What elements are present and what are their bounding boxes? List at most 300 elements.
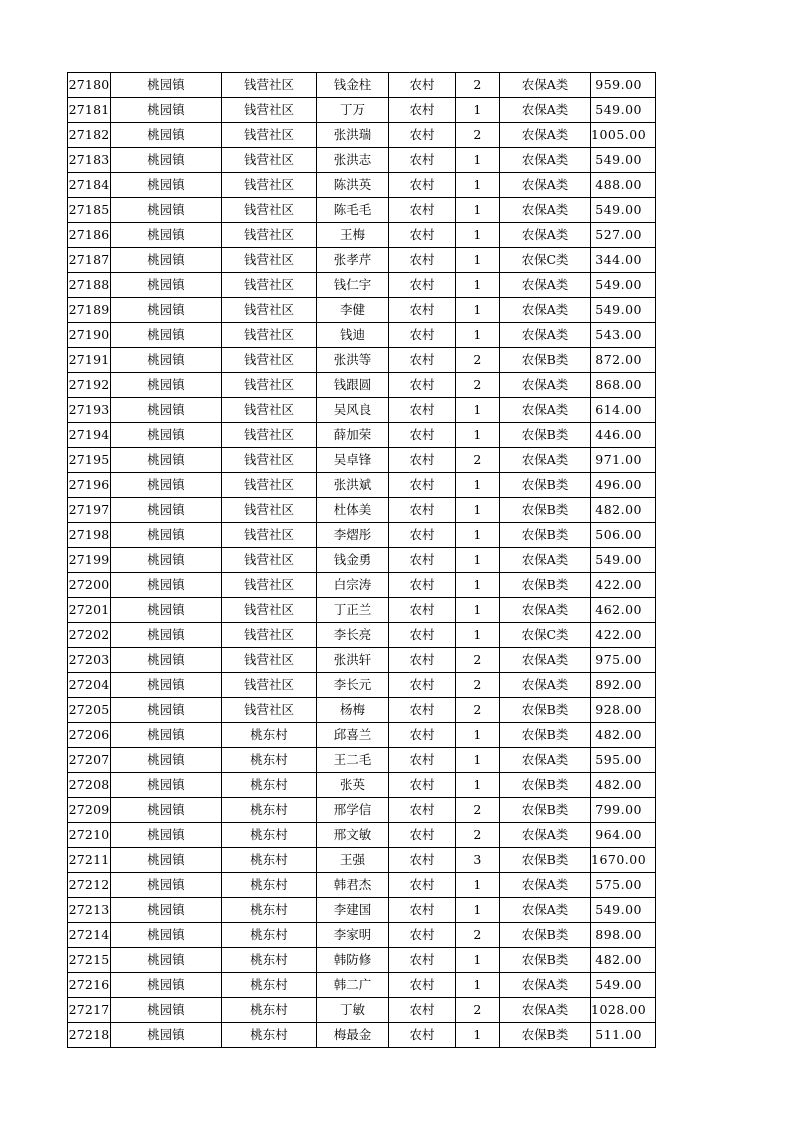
household-type-cell: 农村 [389, 598, 456, 623]
town-cell: 桃园镇 [111, 198, 222, 223]
member-count-cell: 1 [456, 398, 500, 423]
household-type-cell: 农村 [389, 698, 456, 723]
record-id-cell: 27218 [68, 1023, 111, 1048]
name-cell: 韩二广 [317, 973, 389, 998]
table-row [68, 423, 656, 448]
community-cell: 钱营社区 [222, 648, 317, 673]
household-type-cell: 农村 [389, 298, 456, 323]
record-id-cell: 27209 [68, 798, 111, 823]
household-type-cell: 农村 [389, 923, 456, 948]
record-id-cell: 27210 [68, 823, 111, 848]
member-count-cell: 1 [456, 773, 500, 798]
amount-cell: 488.00 [591, 173, 656, 198]
town-cell: 桃园镇 [111, 773, 222, 798]
household-type-cell: 农村 [389, 848, 456, 873]
category-cell: 农保A类 [500, 373, 591, 398]
town-cell: 桃园镇 [111, 573, 222, 598]
community-cell: 钱营社区 [222, 223, 317, 248]
community-cell: 桃东村 [222, 773, 317, 798]
household-type-cell: 农村 [389, 1023, 456, 1048]
amount-cell: 422.00 [591, 573, 656, 598]
town-cell: 桃园镇 [111, 423, 222, 448]
record-id-cell: 27207 [68, 748, 111, 773]
category-cell: 农保B类 [500, 523, 591, 548]
household-type-cell: 农村 [389, 773, 456, 798]
household-type-cell: 农村 [389, 573, 456, 598]
table-row [68, 573, 656, 598]
community-cell: 桃东村 [222, 798, 317, 823]
table-row [68, 223, 656, 248]
record-id-cell: 27215 [68, 948, 111, 973]
town-cell: 桃园镇 [111, 823, 222, 848]
household-type-cell: 农村 [389, 198, 456, 223]
member-count-cell: 1 [456, 498, 500, 523]
community-cell: 钱营社区 [222, 498, 317, 523]
name-cell: 邢文敏 [317, 823, 389, 848]
name-cell: 李家明 [317, 923, 389, 948]
amount-cell: 971.00 [591, 448, 656, 473]
amount-cell: 975.00 [591, 648, 656, 673]
table-row [68, 273, 656, 298]
member-count-cell: 1 [456, 573, 500, 598]
table-row [68, 848, 656, 873]
community-cell: 钱营社区 [222, 173, 317, 198]
category-cell: 农保A类 [500, 173, 591, 198]
category-cell: 农保A类 [500, 973, 591, 998]
name-cell: 张孝芹 [317, 248, 389, 273]
table-row [68, 248, 656, 273]
member-count-cell: 1 [456, 273, 500, 298]
amount-cell: 482.00 [591, 948, 656, 973]
member-count-cell: 3 [456, 848, 500, 873]
table-row [68, 1023, 656, 1048]
amount-cell: 482.00 [591, 773, 656, 798]
record-id-cell: 27196 [68, 473, 111, 498]
community-cell: 桃东村 [222, 723, 317, 748]
name-cell: 杨梅 [317, 698, 389, 723]
member-count-cell: 1 [456, 473, 500, 498]
category-cell: 农保B类 [500, 923, 591, 948]
amount-cell: 959.00 [591, 73, 656, 98]
amount-cell: 527.00 [591, 223, 656, 248]
amount-cell: 482.00 [591, 498, 656, 523]
member-count-cell: 1 [456, 973, 500, 998]
category-cell: 农保B类 [500, 473, 591, 498]
household-type-cell: 农村 [389, 473, 456, 498]
category-cell: 农保B类 [500, 948, 591, 973]
name-cell: 梅最金 [317, 1023, 389, 1048]
table-row [68, 748, 656, 773]
community-cell: 桃东村 [222, 923, 317, 948]
member-count-cell: 1 [456, 523, 500, 548]
record-id-cell: 27189 [68, 298, 111, 323]
amount-cell: 868.00 [591, 373, 656, 398]
community-cell: 钱营社区 [222, 73, 317, 98]
household-type-cell: 农村 [389, 73, 456, 98]
town-cell: 桃园镇 [111, 548, 222, 573]
record-id-cell: 27212 [68, 873, 111, 898]
community-cell: 钱营社区 [222, 423, 317, 448]
name-cell: 吴风良 [317, 398, 389, 423]
amount-cell: 344.00 [591, 248, 656, 273]
household-type-cell: 农村 [389, 398, 456, 423]
name-cell: 陈毛毛 [317, 198, 389, 223]
community-cell: 钱营社区 [222, 323, 317, 348]
member-count-cell: 2 [456, 648, 500, 673]
amount-cell: 595.00 [591, 748, 656, 773]
table-row [68, 173, 656, 198]
amount-cell: 1670.00 [591, 848, 656, 873]
community-cell: 钱营社区 [222, 623, 317, 648]
community-cell: 钱营社区 [222, 148, 317, 173]
household-type-cell: 农村 [389, 523, 456, 548]
member-count-cell: 1 [456, 173, 500, 198]
category-cell: 农保A类 [500, 323, 591, 348]
category-cell: 农保A类 [500, 198, 591, 223]
record-id-cell: 27187 [68, 248, 111, 273]
record-id-cell: 27199 [68, 548, 111, 573]
household-type-cell: 农村 [389, 348, 456, 373]
table-row [68, 298, 656, 323]
amount-cell: 575.00 [591, 873, 656, 898]
name-cell: 丁万 [317, 98, 389, 123]
record-id-cell: 27190 [68, 323, 111, 348]
amount-cell: 549.00 [591, 148, 656, 173]
member-count-cell: 2 [456, 673, 500, 698]
amount-cell: 549.00 [591, 273, 656, 298]
category-cell: 农保A类 [500, 123, 591, 148]
category-cell: 农保A类 [500, 823, 591, 848]
household-type-cell: 农村 [389, 898, 456, 923]
category-cell: 农保A类 [500, 223, 591, 248]
amount-cell: 422.00 [591, 623, 656, 648]
household-type-cell: 农村 [389, 998, 456, 1023]
town-cell: 桃园镇 [111, 698, 222, 723]
category-cell: 农保B类 [500, 573, 591, 598]
table-row [68, 523, 656, 548]
member-count-cell: 1 [456, 423, 500, 448]
town-cell: 桃园镇 [111, 273, 222, 298]
household-type-cell: 农村 [389, 123, 456, 148]
name-cell: 李长元 [317, 673, 389, 698]
table-row [68, 348, 656, 373]
name-cell: 邢学信 [317, 798, 389, 823]
record-id-cell: 27206 [68, 723, 111, 748]
name-cell: 钱仁宇 [317, 273, 389, 298]
category-cell: 农保B类 [500, 698, 591, 723]
town-cell: 桃园镇 [111, 723, 222, 748]
town-cell: 桃园镇 [111, 948, 222, 973]
community-cell: 桃东村 [222, 848, 317, 873]
amount-cell: 543.00 [591, 323, 656, 348]
table-row [68, 948, 656, 973]
member-count-cell: 2 [456, 998, 500, 1023]
town-cell: 桃园镇 [111, 923, 222, 948]
amount-cell: 549.00 [591, 973, 656, 998]
member-count-cell: 1 [456, 1023, 500, 1048]
category-cell: 农保A类 [500, 298, 591, 323]
category-cell: 农保B类 [500, 798, 591, 823]
name-cell: 钱跟圆 [317, 373, 389, 398]
community-cell: 钱营社区 [222, 373, 317, 398]
member-count-cell: 2 [456, 798, 500, 823]
category-cell: 农保A类 [500, 448, 591, 473]
table-row [68, 623, 656, 648]
town-cell: 桃园镇 [111, 248, 222, 273]
household-type-cell: 农村 [389, 948, 456, 973]
household-type-cell: 农村 [389, 548, 456, 573]
amount-cell: 898.00 [591, 923, 656, 948]
name-cell: 张英 [317, 773, 389, 798]
town-cell: 桃园镇 [111, 748, 222, 773]
table-body [68, 73, 656, 1048]
table-row [68, 73, 656, 98]
member-count-cell: 1 [456, 98, 500, 123]
member-count-cell: 2 [456, 823, 500, 848]
category-cell: 农保B类 [500, 773, 591, 798]
amount-cell: 496.00 [591, 473, 656, 498]
member-count-cell: 2 [456, 698, 500, 723]
table-row [68, 148, 656, 173]
household-type-cell: 农村 [389, 798, 456, 823]
category-cell: 农保A类 [500, 873, 591, 898]
name-cell: 张洪轩 [317, 648, 389, 673]
category-cell: 农保A类 [500, 73, 591, 98]
category-cell: 农保A类 [500, 398, 591, 423]
table-row [68, 448, 656, 473]
member-count-cell: 1 [456, 898, 500, 923]
town-cell: 桃园镇 [111, 648, 222, 673]
town-cell: 桃园镇 [111, 398, 222, 423]
household-type-cell: 农村 [389, 673, 456, 698]
town-cell: 桃园镇 [111, 98, 222, 123]
record-id-cell: 27211 [68, 848, 111, 873]
community-cell: 钱营社区 [222, 398, 317, 423]
record-id-cell: 27191 [68, 348, 111, 373]
name-cell: 薛加荣 [317, 423, 389, 448]
community-cell: 桃东村 [222, 998, 317, 1023]
community-cell: 钱营社区 [222, 198, 317, 223]
table-row [68, 398, 656, 423]
table-row [68, 723, 656, 748]
table-row [68, 998, 656, 1023]
community-cell: 桃东村 [222, 873, 317, 898]
table-row [68, 498, 656, 523]
amount-cell: 549.00 [591, 198, 656, 223]
household-type-cell: 农村 [389, 423, 456, 448]
category-cell: 农保B类 [500, 1023, 591, 1048]
table-row [68, 98, 656, 123]
town-cell: 桃园镇 [111, 73, 222, 98]
household-type-cell: 农村 [389, 723, 456, 748]
table-row [68, 698, 656, 723]
household-type-cell: 农村 [389, 498, 456, 523]
category-cell: 农保B类 [500, 723, 591, 748]
town-cell: 桃园镇 [111, 523, 222, 548]
amount-cell: 928.00 [591, 698, 656, 723]
record-id-cell: 27183 [68, 148, 111, 173]
record-id-cell: 27201 [68, 598, 111, 623]
member-count-cell: 1 [456, 873, 500, 898]
household-type-cell: 农村 [389, 973, 456, 998]
category-cell: 农保A类 [500, 548, 591, 573]
household-type-cell: 农村 [389, 223, 456, 248]
member-count-cell: 1 [456, 598, 500, 623]
amount-cell: 511.00 [591, 1023, 656, 1048]
town-cell: 桃园镇 [111, 973, 222, 998]
name-cell: 白宗涛 [317, 573, 389, 598]
community-cell: 钱营社区 [222, 348, 317, 373]
data-table [67, 72, 656, 1048]
amount-cell: 799.00 [591, 798, 656, 823]
town-cell: 桃园镇 [111, 1023, 222, 1048]
member-count-cell: 1 [456, 323, 500, 348]
category-cell: 农保A类 [500, 648, 591, 673]
household-type-cell: 农村 [389, 648, 456, 673]
household-type-cell: 农村 [389, 623, 456, 648]
record-id-cell: 27193 [68, 398, 111, 423]
name-cell: 李熠彤 [317, 523, 389, 548]
category-cell: 农保A类 [500, 273, 591, 298]
member-count-cell: 1 [456, 948, 500, 973]
amount-cell: 506.00 [591, 523, 656, 548]
member-count-cell: 2 [456, 448, 500, 473]
record-id-cell: 27180 [68, 73, 111, 98]
household-type-cell: 农村 [389, 748, 456, 773]
name-cell: 王强 [317, 848, 389, 873]
town-cell: 桃园镇 [111, 798, 222, 823]
amount-cell: 1005.00 [591, 123, 656, 148]
household-type-cell: 农村 [389, 98, 456, 123]
community-cell: 钱营社区 [222, 523, 317, 548]
town-cell: 桃园镇 [111, 348, 222, 373]
name-cell: 韩君杰 [317, 873, 389, 898]
record-id-cell: 27203 [68, 648, 111, 673]
member-count-cell: 2 [456, 123, 500, 148]
category-cell: 农保A类 [500, 98, 591, 123]
record-id-cell: 27202 [68, 623, 111, 648]
table-row [68, 373, 656, 398]
table-row [68, 648, 656, 673]
member-count-cell: 1 [456, 748, 500, 773]
name-cell: 王梅 [317, 223, 389, 248]
household-type-cell: 农村 [389, 148, 456, 173]
table-row [68, 198, 656, 223]
member-count-cell: 1 [456, 148, 500, 173]
amount-cell: 614.00 [591, 398, 656, 423]
table-row [68, 598, 656, 623]
category-cell: 农保A类 [500, 598, 591, 623]
name-cell: 丁敏 [317, 998, 389, 1023]
name-cell: 张洪志 [317, 148, 389, 173]
amount-cell: 462.00 [591, 598, 656, 623]
amount-cell: 892.00 [591, 673, 656, 698]
community-cell: 钱营社区 [222, 248, 317, 273]
name-cell: 王二毛 [317, 748, 389, 773]
community-cell: 桃东村 [222, 898, 317, 923]
household-type-cell: 农村 [389, 248, 456, 273]
member-count-cell: 1 [456, 198, 500, 223]
town-cell: 桃园镇 [111, 473, 222, 498]
record-id-cell: 27186 [68, 223, 111, 248]
record-id-cell: 27181 [68, 98, 111, 123]
amount-cell: 549.00 [591, 548, 656, 573]
amount-cell: 872.00 [591, 348, 656, 373]
name-cell: 丁正兰 [317, 598, 389, 623]
name-cell: 钱金柱 [317, 73, 389, 98]
community-cell: 桃东村 [222, 748, 317, 773]
amount-cell: 1028.00 [591, 998, 656, 1023]
town-cell: 桃园镇 [111, 673, 222, 698]
category-cell: 农保A类 [500, 748, 591, 773]
record-id-cell: 27197 [68, 498, 111, 523]
amount-cell: 964.00 [591, 823, 656, 848]
record-id-cell: 27200 [68, 573, 111, 598]
category-cell: 农保B类 [500, 423, 591, 448]
record-id-cell: 27195 [68, 448, 111, 473]
community-cell: 钱营社区 [222, 473, 317, 498]
record-id-cell: 27182 [68, 123, 111, 148]
name-cell: 张洪瑞 [317, 123, 389, 148]
table-row [68, 673, 656, 698]
table-row [68, 323, 656, 348]
town-cell: 桃园镇 [111, 598, 222, 623]
name-cell: 吴卓锋 [317, 448, 389, 473]
town-cell: 桃园镇 [111, 848, 222, 873]
name-cell: 钱金勇 [317, 548, 389, 573]
member-count-cell: 1 [456, 248, 500, 273]
record-id-cell: 27192 [68, 373, 111, 398]
community-cell: 钱营社区 [222, 298, 317, 323]
household-type-cell: 农村 [389, 448, 456, 473]
community-cell: 钱营社区 [222, 123, 317, 148]
community-cell: 钱营社区 [222, 273, 317, 298]
name-cell: 张洪等 [317, 348, 389, 373]
record-id-cell: 27184 [68, 173, 111, 198]
town-cell: 桃园镇 [111, 298, 222, 323]
category-cell: 农保B类 [500, 848, 591, 873]
category-cell: 农保C类 [500, 623, 591, 648]
community-cell: 桃东村 [222, 948, 317, 973]
community-cell: 钱营社区 [222, 573, 317, 598]
community-cell: 钱营社区 [222, 698, 317, 723]
household-type-cell: 农村 [389, 323, 456, 348]
household-type-cell: 农村 [389, 873, 456, 898]
record-id-cell: 27208 [68, 773, 111, 798]
household-type-cell: 农村 [389, 173, 456, 198]
name-cell: 李建国 [317, 898, 389, 923]
category-cell: 农保A类 [500, 673, 591, 698]
amount-cell: 482.00 [591, 723, 656, 748]
table-row [68, 898, 656, 923]
member-count-cell: 2 [456, 923, 500, 948]
name-cell: 钱迪 [317, 323, 389, 348]
town-cell: 桃园镇 [111, 123, 222, 148]
table-row [68, 548, 656, 573]
table-row [68, 473, 656, 498]
table-row [68, 973, 656, 998]
table-row [68, 773, 656, 798]
household-type-cell: 农村 [389, 373, 456, 398]
town-cell: 桃园镇 [111, 323, 222, 348]
town-cell: 桃园镇 [111, 373, 222, 398]
table-row [68, 823, 656, 848]
table-row [68, 923, 656, 948]
town-cell: 桃园镇 [111, 498, 222, 523]
name-cell: 杜体美 [317, 498, 389, 523]
amount-cell: 549.00 [591, 898, 656, 923]
member-count-cell: 1 [456, 223, 500, 248]
